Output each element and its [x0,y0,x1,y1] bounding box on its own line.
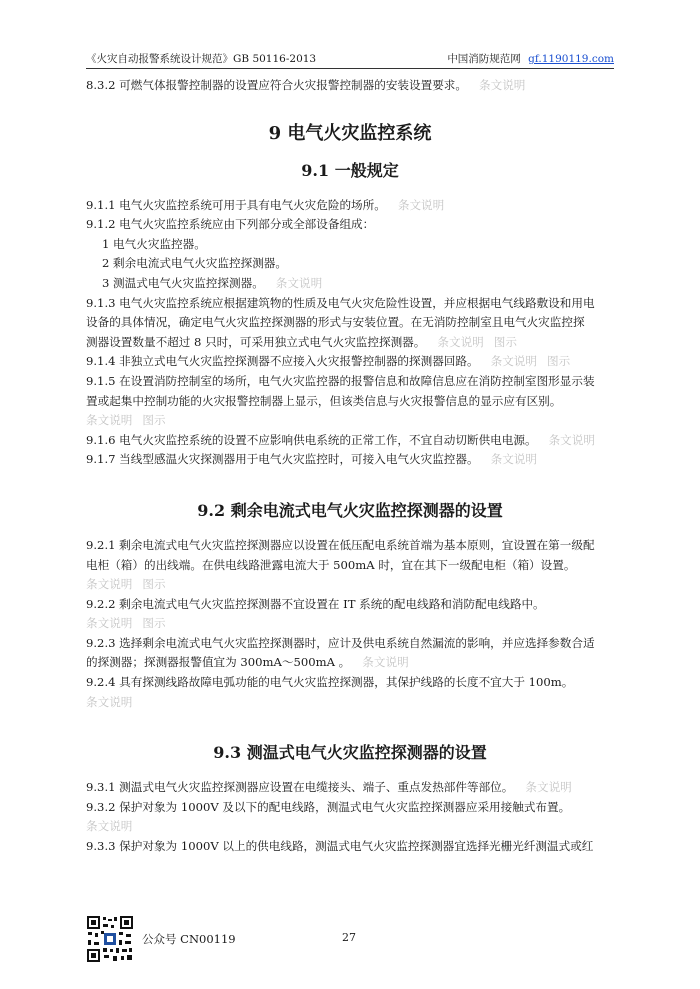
figure-link[interactable]: 图示 [142,413,166,428]
clause-9-1-3: 9.1.3 电气火灾监控系统应根据建筑物的性质及电气火灾危险性设置，并应根据电气线路敷设和用电 设备的具体情况，确定电气火灾监控探测器的形式与安装位置。在无消防控制室且电气火灾监控探 测器设置数量不超过 8 只时，可采用独立式电气火灾监控探测器。 条文说明 图示 [86,295,595,349]
explain-link[interactable]: 条文说明 [548,432,595,447]
header-site-link[interactable]: gf.1190119.com [528,53,614,65]
clause-9-3-3: 9.3.3 保护对象为 1000V 以上的供电线路，测温式电气火灾监控探测器宜选择光栅光纤测温式或红 [86,839,594,854]
clause-9-3-2: 9.3.2 保护对象为 1000V 及以下的配电线路，测温式电气火灾监控探测器应采用接触式布置。 条文说明 [86,799,571,834]
chapter-title: 9 电气火灾监控系统 [268,122,432,144]
clause-9-1-7: 9.1.7 当线型感温火灾探测器用于电气火灾监控时，可接入电气火灾监控器。 条文说明 [86,452,537,467]
clause-9-1-6: 9.1.6 电气火灾监控系统的设置不应影响供电系统的正常工作，不宜自动切断供电电源。 条文说明 [86,432,595,447]
figure-link[interactable]: 图示 [142,577,166,592]
section-title-9-1: 9.1 一般规定 [301,160,399,180]
explain-link[interactable]: 条文说明 [397,197,445,212]
section-title-9-2: 9.2 剩余电流式电气火灾监控探测器的设置 [197,500,503,520]
explain-link[interactable]: 条文说明 [437,334,484,349]
qr-code-icon [86,915,134,963]
explain-link[interactable]: 条文说明 [490,452,537,467]
figure-link[interactable]: 图示 [493,334,517,349]
page-number: 27 [342,931,356,944]
explain-link[interactable]: 条文说明 [86,694,133,709]
header-site [447,52,614,66]
explain-link[interactable]: 条文说明 [490,354,537,369]
list-item: 3 测温式电气火灾监控探测器。 条文说明 [102,275,323,290]
header-site-name: 中国消防规范网 [447,53,521,65]
explain-link[interactable]: 条文说明 [525,780,572,795]
page-footer [86,915,614,965]
header-standard-title: 《火灾自动报警系统设计规范》GB 50116-2013 [86,53,317,65]
list-item: 1 电气火灾监控器。 [102,236,206,251]
figure-link[interactable]: 图示 [546,354,571,369]
list-item: 2 剩余电流式电气火灾监控探测器。 [102,256,287,271]
section-title-9-3: 9.3 测温式电气火灾监控探测器的设置 [213,743,487,763]
clause-8-3-2: 8.3.2 可燃气体报警控制器的设置应符合火灾报警控制器的安装设置要求。 条文说明 [86,78,526,92]
clause-9-1-1: 9.1.1 电气火灾监控系统可用于具有电气火灾危险的场所。 条文说明 [86,197,445,212]
clause-9-1-5: 9.1.5 在设置消防控制室的场所，电气火灾监控器的报警信息和故障信息应在消防控制室图形显示装 置或起集中控制功能的火灾报警控制器上显示，但该类信息与火灾报警信息的显示应有区别。 条文说明 图示 [86,373,595,428]
explain-link[interactable]: 条文说明 [275,275,323,290]
clause-9-2-2: 9.2.2 剩余电流式电气火灾监控探测器不宜设置在 IT 系统的配电线路和消防配电线路中。 条文说明 图示 [86,596,545,631]
clause-9-2-4: 9.2.4 具有探测线路故障电弧功能的电气火灾监控探测器，其保护线路的长度不宜大于 100m。 条文说明 [86,675,574,709]
clause-9-3-1: 9.3.1 测温式电气火灾监控探测器应设置在电缆接头、端子、重点发热部件等部位。 条文说明 [86,780,572,795]
explain-link[interactable]: 条文说明 [362,655,409,670]
page-header [86,50,614,69]
explain-link[interactable]: 条文说明 [86,413,133,428]
explain-link[interactable]: 条文说明 [86,577,133,592]
clause-9-2-3: 9.2.3 选择剩余电流式电气火灾监控探测器时，应计及供电系统自然漏流的影响，并应选择参数合适 的探测器；探测器报警值宜为 300mA～500mA 。 条文说明 [86,635,595,670]
explain-link[interactable]: 条文说明 [479,78,526,92]
clause-9-2-1: 9.2.1 剩余电流式电气火灾监控探测器应以设置在低压配电系统首端为基本原则，宜设置在第一级配 电柜（箱）的出线端。在供电线路泄露电流大于 500mA 时，宜在其下一级配电柜（箱）设置。 条文说明 图示 [86,537,595,592]
explain-link[interactable]: 条文说明 [86,616,133,631]
document-body [86,76,614,857]
clause-9-1-2: 9.1.2 电气火灾监控系统应由下列部分或全部设备组成： [86,217,375,232]
footer-account: 公众号 CN00119 [142,932,236,946]
explain-link[interactable]: 条文说明 [86,819,133,834]
figure-link[interactable]: 图示 [142,616,166,631]
clause-9-1-4: 9.1.4 非独立式电气火灾监控探测器不应接入火灾报警控制器的探测器回路。 条文说明 图示 [86,354,571,369]
